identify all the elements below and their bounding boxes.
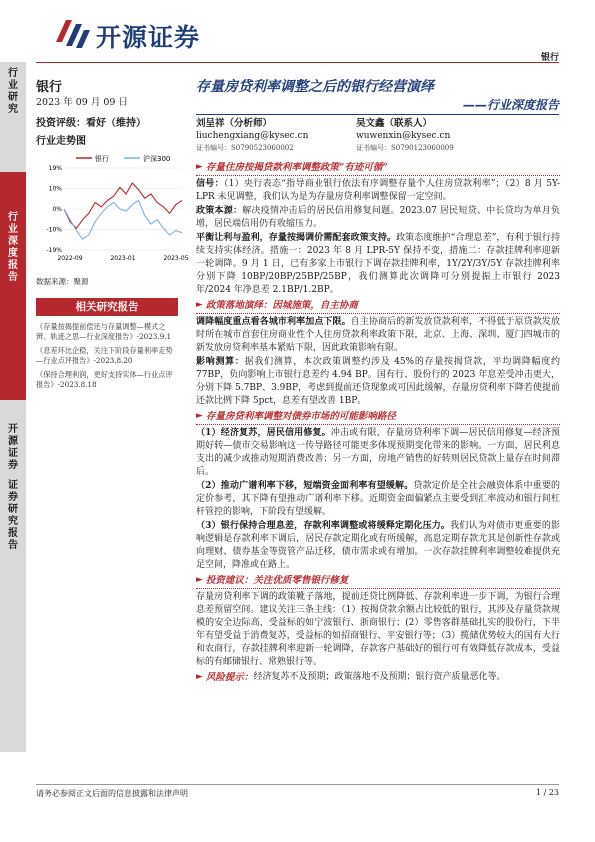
analyst-email[interactable]: wuwenxin@kysec.cn (356, 131, 451, 141)
report-body (196, 160, 560, 687)
y-tick-label: -10% (46, 226, 62, 234)
analyst-email[interactable]: liuchengxiang@kysec.cn (196, 131, 309, 141)
triangle-bullet-icon: ► (196, 162, 203, 172)
related-reports-list (36, 322, 178, 394)
section-header: ► 投资建议：关注优质零售银行修复 (196, 573, 560, 589)
sidebar-label-kysec: 开 源 证 券 (8, 424, 18, 471)
page-number: 1 / 23 (535, 788, 559, 797)
y-tick-label: 10% (48, 185, 62, 193)
section-header: ► 存量房贷利率调整对债券市场的可能影响路径 (196, 409, 560, 425)
report-date: 2023 年 09 月 09 日 (36, 97, 128, 108)
analyst-name: 刘呈祥（分析师） (196, 118, 273, 129)
x-tick-label: 2023-01 (110, 255, 136, 262)
industry-name: 银行 (36, 80, 63, 95)
header-rule (36, 62, 559, 63)
analyst-name: 吴文鑫（联系人） (356, 118, 433, 129)
y-tick-label: 0% (52, 206, 62, 213)
report-title: 存量房贷利率调整之后的银行经营演绎 (196, 79, 434, 95)
analyst-cert: 证书编号：S0790123060009 (356, 144, 454, 152)
brand-logo (52, 16, 232, 52)
sidebar-grey-band (0, 62, 26, 172)
footer-rule (36, 784, 559, 785)
analyst-1 (196, 118, 308, 154)
legend-label-bank: 银行 (95, 155, 109, 163)
investment-rating: 投资评级：看好（维持） (36, 118, 146, 129)
logo-text: 开源证券 (96, 23, 201, 52)
y-tick-label: -19% (46, 247, 62, 254)
sidebar-label-deep-report: 行 业 深 度 报 告 (8, 212, 18, 283)
footer-disclaimer: 请务必参阅正文后面的信息披露和法律声明 (36, 789, 188, 798)
section-header: ► 政策落地演绎：因城施策，自主协商 (196, 298, 560, 314)
trend-chart-title: 行业走势图 (36, 136, 86, 147)
triangle-bullet-icon: ► (196, 575, 203, 585)
section-header: ► 存量住房按揭贷款利率调整政策“有迹可循” (196, 160, 560, 176)
related-report-item[interactable]: 《息差环比企稳，关注下阶段存量利率走势—行业点评报告》-2023.8.20 (36, 346, 173, 365)
paragraph: 政策本源：解决疫情冲击后的居民信用修复问题。2023.07 居民短贷、中长贷均为单月负增，居民端信用仍有收缩压力。 (196, 206, 560, 229)
industry-trend-chart (36, 150, 189, 272)
legend-label-csi300: 沪深300 (143, 155, 171, 163)
related-report-item[interactable]: 《保持合理利润，更好支持实体—行业点评报告》-2023.8.18 (36, 370, 173, 389)
industry-tag-top: 银行 (540, 53, 559, 63)
y-tick-label: 19% (48, 165, 62, 172)
paragraph: （1）经济复苏，居民信用修复。冲击或有限，存量房贷利率下调—居民信用修复—经济预期好转—债市交易影响这一传导路径可能更多体现预期变化带来的影响。一方面，居民利息支出的减少或推动短期消费改善；另一方面，房地产销售的好转则居民贷款上量存在时间滞后。 (196, 428, 560, 477)
title-rule (196, 114, 559, 115)
paragraph: （3）银行保持合理息差，存款利率调整或将缓释定期化压力。我们认为对债市更重要的影响逻辑是存款利率下调后，居民存款定期化或有所缓解，高息定期存款尤其是创新性存款或向理财、债券基金等资管产品迁移，债市需求或有增加。一次存款挂牌利率调整较难提供充足空间，降准或在路上。 (196, 521, 560, 570)
sidebar-grey-band-2 (0, 400, 26, 752)
triangle-bullet-icon: ► (196, 672, 203, 682)
related-reports-title: 相关研究报告 (36, 298, 178, 316)
sidebar-red-band (0, 172, 26, 400)
triangle-bullet-icon: ► (196, 300, 203, 310)
paragraph: （2）推动广谱利率下移，短端资金面利率有望缓解。贷款定价是全社会融资体系中重要的定价参考，其下降有望推动广谱利率下移。近期资金面偏紧点主要受到汇率波动和银行间杠杆管控的影响，下阶段有望缓解。 (196, 481, 560, 517)
paragraph: 信号：（1）央行表态“指导商业银行依法有序调整存量个人住房贷款利率”；（2）8 月 5Y-LPR 未见调整，我们认为是为存量房贷利率调整保留一定空间。 (196, 179, 560, 202)
sidebar-label-industry-research: 行 业 研 究 (8, 68, 18, 115)
triangle-bullet-icon: ► (196, 411, 203, 421)
sidebar-label-securities-report: 证 券 研 究 报 告 (8, 480, 18, 551)
paragraph: 调降幅度重点看各城市利率加点下限。自主协商后的新发放贷款利率，不得低于原贷款发放时所在城市首套住房商业性个人住房贷款利率政策下限，北京、上海、深圳、厦门四城市的新发放房贷利率基本紧贴下限，因此政策影响有限。 (196, 317, 560, 353)
analyst-2 (356, 118, 454, 154)
related-report-item[interactable]: 《存量按揭提前偿还与存量调整—模式之辨、轨迹之思—行业深度报告》-2023.9.1 (36, 322, 172, 341)
logo-mark-icon (52, 16, 94, 52)
x-tick-label: 2022-09 (57, 255, 83, 262)
paragraph: 平衡让利与盈利，存量按揭调价需配套政策支持。政策态度维护“合理息差”，有利于银行持续支持实体经济。措施一：2023 年 8 月 LPR-5Y 保持不变，措施二：存款挂牌利率迎新一轮调降。9 月 1 日，已有多家上市银行下调存款挂牌利率，1Y/2Y/3Y/5Y 存款挂牌利率分别下降 10BP/20BP/25BP/25BP，我们测算此次调降可分别提振上市银行 2023 年/2024 年净息差 2.1BP/1.2BP。 (196, 233, 560, 295)
series-line-bank (64, 183, 182, 228)
report-subtitle: ——行业深度报告 (462, 98, 559, 112)
chart-source: 数据来源：聚源 (36, 277, 89, 286)
paragraph: 存量房贷利率下调的政策靴子落地，提前还贷比例降低、存款利率进一步下调，为银行合理息差预留空间。建议关注三条主线：（1）按揭贷款余额占比较低的银行，其涉及存量贷款规模的安全边际高，受益标的如宁波银行、浙商银行；(2）零售客群基础扎实的股份行，下半年有望受益于消费复苏，受益标的如招商银行、平安银行等；（3）揽储优势较大的国有大行和农商行，存款挂牌利率迎新一轮调降，存款客户基础好的银行可有效降低存款成本，受益标的有邮储银行、常熟银行等。 (196, 592, 560, 667)
risk-warning: ► 风险提示： 经济复苏不及预期；政策落地不及预期；银行资产质量恶化等。 (196, 672, 506, 683)
analyst-cert: 证书编号：S0790523060002 (196, 144, 294, 152)
series-line-csi300 (64, 200, 182, 239)
paragraph: 影响测算：据我们测算，本次政策调整约涉及 45%的存量按揭贷款，平均调降幅度约 77BP，负向影响上市银行息差约 4.94 BP。国有行、股份行的 2023 年息差受冲击更大，分别下降 5.7BP、3.9BP，考虑到提前还贷现象或可因此缓解，存量房贷利率下降若使提前还款比例下降 5pct，息差有望改善 1BP。 (196, 357, 560, 406)
x-tick-label: 2023-05 (163, 255, 189, 262)
